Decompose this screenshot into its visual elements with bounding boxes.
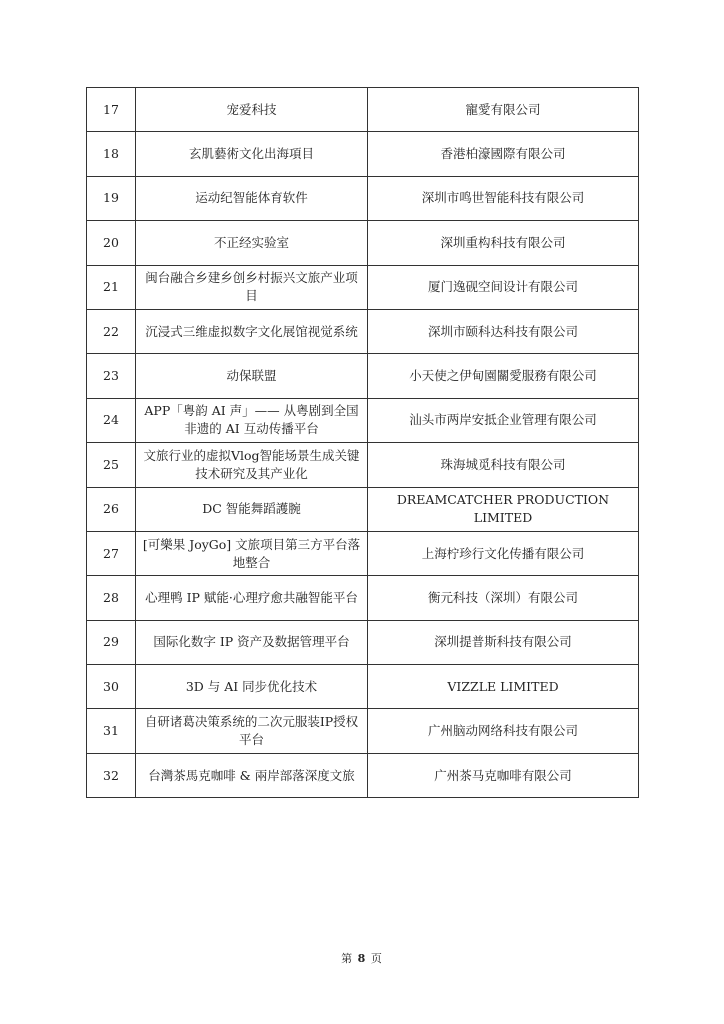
project-name-cell: 运动纪智能体育软件 bbox=[136, 176, 368, 220]
company-name-cell: 深圳提普斯科技有限公司 bbox=[368, 620, 639, 664]
project-name-cell: 沉浸式三维虚拟数字文化展馆视觉系统 bbox=[136, 309, 368, 353]
project-name-cell: 心理鸭 IP 赋能·心理疗愈共融智能平台 bbox=[136, 576, 368, 620]
row-number-cell: 25 bbox=[87, 443, 136, 487]
table-row bbox=[87, 709, 639, 753]
company-name-cell: 广州脑动网络科技有限公司 bbox=[368, 709, 639, 753]
project-name-cell: APP「粤韵 AI 声」—— 从粤剧到全国非遗的 AI 互动传播平台 bbox=[136, 398, 368, 442]
company-name-cell: 寵愛有限公司 bbox=[368, 88, 639, 132]
company-name-cell: 上海柠珍行文化传播有限公司 bbox=[368, 531, 639, 575]
row-number-cell: 28 bbox=[87, 576, 136, 620]
company-name-cell: DREAMCATCHER PRODUCTION LIMITED bbox=[368, 487, 639, 531]
project-name-cell: 闽台融合乡建乡创乡村振兴文旅产业项目 bbox=[136, 265, 368, 309]
row-number-cell: 32 bbox=[87, 753, 136, 797]
row-number-cell: 29 bbox=[87, 620, 136, 664]
row-number-cell: 30 bbox=[87, 665, 136, 709]
project-name-cell: 不正经实验室 bbox=[136, 221, 368, 265]
row-number-cell: 21 bbox=[87, 265, 136, 309]
table-row bbox=[87, 443, 639, 487]
table-row bbox=[87, 354, 639, 398]
table-row bbox=[87, 265, 639, 309]
company-name-cell: 深圳市鸣世智能科技有限公司 bbox=[368, 176, 639, 220]
company-name-cell: 深圳市颐科达科技有限公司 bbox=[368, 309, 639, 353]
page-footer bbox=[0, 950, 724, 966]
row-number-cell: 26 bbox=[87, 487, 136, 531]
project-name-cell: 宠爱科技 bbox=[136, 88, 368, 132]
project-name-cell: 动保联盟 bbox=[136, 354, 368, 398]
company-name-cell: 小天使之伊甸園關愛服務有限公司 bbox=[368, 354, 639, 398]
table-row bbox=[87, 398, 639, 442]
page-suffix: 页 bbox=[370, 952, 383, 965]
table-row bbox=[87, 665, 639, 709]
row-number-cell: 17 bbox=[87, 88, 136, 132]
project-name-cell: 玄肌藝術文化出海項目 bbox=[136, 132, 368, 176]
company-name-cell: 广州茶马克咖啡有限公司 bbox=[368, 753, 639, 797]
project-name-cell: 国际化数字 IP 资产及数据管理平台 bbox=[136, 620, 368, 664]
row-number-cell: 31 bbox=[87, 709, 136, 753]
project-name-cell: 台灣茶馬克咖啡 & 兩岸部落深度文旅 bbox=[136, 753, 368, 797]
table-row bbox=[87, 531, 639, 575]
row-number-cell: 24 bbox=[87, 398, 136, 442]
table-body bbox=[87, 88, 639, 798]
table-row bbox=[87, 753, 639, 797]
company-name-cell: 汕头市两岸安抵企业管理有限公司 bbox=[368, 398, 639, 442]
company-name-cell: 珠海城觅科技有限公司 bbox=[368, 443, 639, 487]
project-name-cell: [可樂果 JoyGo] 文旅项目第三方平台落地整合 bbox=[136, 531, 368, 575]
row-number-cell: 23 bbox=[87, 354, 136, 398]
company-name-cell: 深圳重构科技有限公司 bbox=[368, 221, 639, 265]
company-name-cell: 厦门逸砚空间设计有限公司 bbox=[368, 265, 639, 309]
table-row bbox=[87, 88, 639, 132]
company-table bbox=[86, 87, 639, 798]
table-row bbox=[87, 620, 639, 664]
company-name-cell: 香港柏濠國際有限公司 bbox=[368, 132, 639, 176]
table-row bbox=[87, 487, 639, 531]
row-number-cell: 20 bbox=[87, 221, 136, 265]
table-row bbox=[87, 132, 639, 176]
table-row bbox=[87, 221, 639, 265]
row-number-cell: 22 bbox=[87, 309, 136, 353]
row-number-cell: 18 bbox=[87, 132, 136, 176]
row-number-cell: 19 bbox=[87, 176, 136, 220]
project-name-cell: 3D 与 AI 同步优化技术 bbox=[136, 665, 368, 709]
project-name-cell: 文旅行业的虚拟Vlog智能场景生成关键技术研究及其产业化 bbox=[136, 443, 368, 487]
row-number-cell: 27 bbox=[87, 531, 136, 575]
table-row bbox=[87, 309, 639, 353]
table-row bbox=[87, 176, 639, 220]
project-name-cell: 自研诸葛决策系统的二次元服装IP授权平台 bbox=[136, 709, 368, 753]
page-number: 8 bbox=[357, 952, 367, 965]
page-prefix: 第 bbox=[341, 952, 354, 965]
table-row bbox=[87, 576, 639, 620]
project-name-cell: DC 智能舞蹈護腕 bbox=[136, 487, 368, 531]
company-name-cell: 衡元科技（深圳）有限公司 bbox=[368, 576, 639, 620]
company-name-cell: VIZZLE LIMITED bbox=[368, 665, 639, 709]
